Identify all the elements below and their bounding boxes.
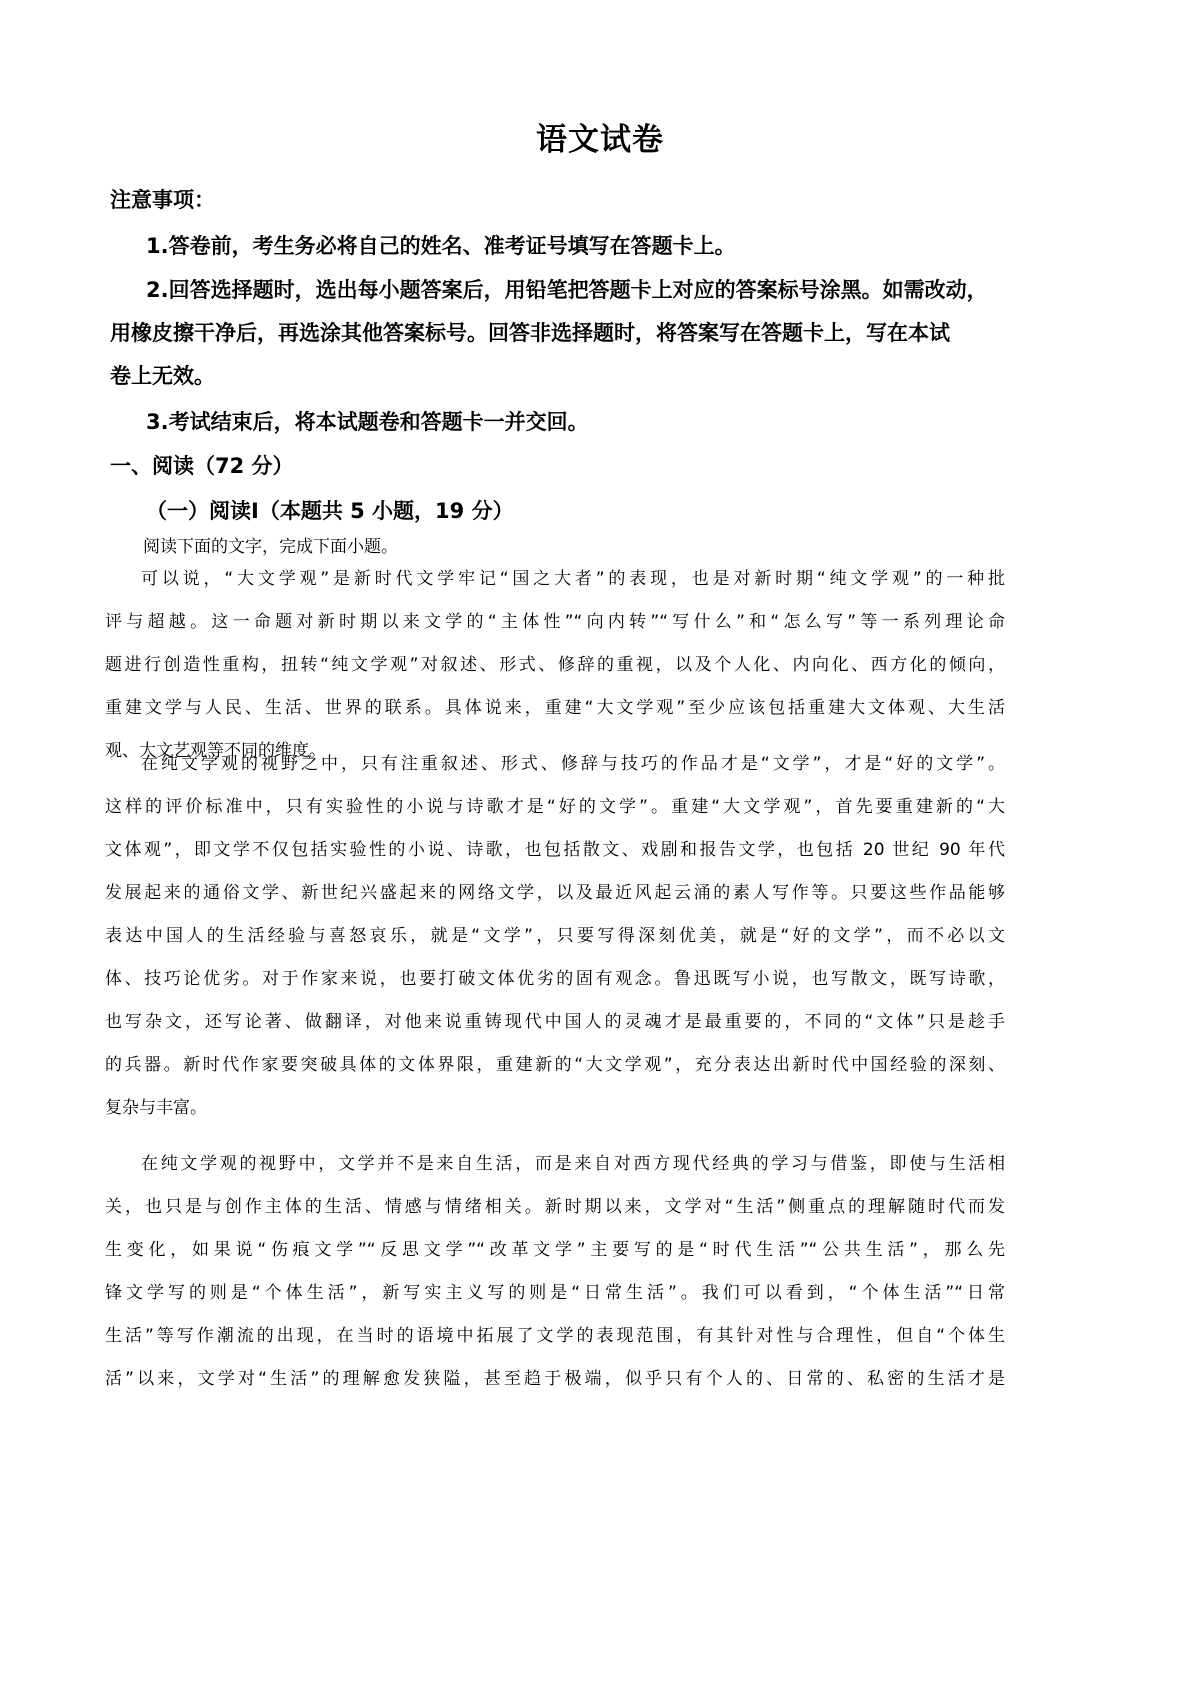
passage-line: 发展起来的通俗文学、新世纪兴盛起来的网络文学，以及最近风起云涌的素人写作等。只要这些作品能够 xyxy=(105,883,1005,903)
notice-heading: 注意事项： xyxy=(110,188,215,212)
passage-line: 生变化，如果说“伤痕文学”“反思文学”“改革文学”主要写的是“时代生活”“公共生活”，那么先 xyxy=(105,1240,1005,1260)
section-heading: 一、阅读（72 分） xyxy=(110,454,294,478)
passage-line: 在纯文学观的视野之中，只有注重叙述、形式、修辞与技巧的作品才是“文学”，才是“好的文学”。 xyxy=(141,754,1005,774)
passage-line: 重建文学与人民、生活、世界的联系。具体说来，重建“大文学观”至少应该包括重建大文体观、大生活 xyxy=(105,698,1005,718)
page-title: 语文试卷 xyxy=(536,122,664,158)
passage-line: 也写杂文，还写论著、做翻译，对他来说重铸现代中国人的灵魂才是最重要的，不同的“文体”只是趁手 xyxy=(105,1012,1005,1032)
passage-line: 活”以来，文学对“生活”的理解愈发狭隘，甚至趋于极端，似乎只有个人的、日常的、私密的生活才是 xyxy=(105,1369,1005,1389)
passage-line: 体、技巧论优劣。对于作家来说，也要打破文体优劣的固有观念。鲁迅既写小说，也写散文，既写诗歌， xyxy=(105,969,1005,989)
notice-item-2-line-1: 2.回答选择题时，选出每小题答案后，用铅笔把答题卡上对应的答案标号涂黑。如需改动， xyxy=(146,278,988,302)
passage-line: 观、大文艺观等不同的维度。 xyxy=(105,741,326,761)
passage-paragraph-2 xyxy=(105,743,1005,1130)
passage-line: 文体观”，即文学不仅包括实验性的小说、诗歌，也包括散文、戏剧和报告文学，也包括 20 世纪 90 年代 xyxy=(105,840,1005,860)
passage-line: 锋文学写的则是“个体生活”，新写实主义写的则是“日常生活”。我们可以看到，“个体生活”“日常 xyxy=(105,1283,1005,1303)
passage-line: 这样的评价标准中，只有实验性的小说与诗歌才是“好的文学”。重建“大文学观”，首先要重建新的“大 xyxy=(105,797,1005,817)
passage-line: 关，也只是与创作主体的生活、情感与情绪相关。新时期以来，文学对“生活”侧重点的理解随时代而发 xyxy=(105,1197,1005,1217)
passage-line: 复杂与丰富。 xyxy=(105,1098,207,1118)
passage-line: 题进行创造性重构，扭转“纯文学观”对叙述、形式、修辞的重视，以及个人化、内向化、西方化的倾向， xyxy=(105,655,1005,675)
passage-line: 可以说，“大文学观”是新时代文学牢记“国之大者”的表现，也是对新时期“纯文学观”的一种批 xyxy=(141,569,1005,589)
passage-line: 生活”等写作潮流的出现，在当时的语境中拓展了文学的表现范围，有其针对性与合理性，但自“个体生 xyxy=(105,1326,1005,1346)
passage-line: 在纯文学观的视野中，文学并不是来自生活，而是来自对西方现代经典的学习与借鉴，即使与生活相 xyxy=(141,1154,1005,1174)
passage-paragraph-3 xyxy=(105,1143,1005,1401)
passage-line: 评与超越。这一命题对新时期以来文学的“主体性”“向内转”“写什么”和“怎么写”等一系列理论命 xyxy=(105,612,1005,632)
notice-item-1: 1.答卷前，考生务必将自己的姓名、准考证号填写在答题卡上。 xyxy=(146,234,736,258)
passage-line: 的兵器。新时代作家要突破具体的文体界限，重建新的“大文学观”，充分表达出新时代中国经验的深刻、 xyxy=(105,1055,1005,1075)
notice-item-3: 3.考试结束后，将本试题卷和答题卡一并交回。 xyxy=(146,410,589,434)
reading-instruction: 阅读下面的文字，完成下面小题。 xyxy=(143,537,398,557)
notice-item-2-line-2: 用橡皮擦干净后，再选涂其他答案标号。回答非选择题时，将答案写在答题卡上，写在本试 xyxy=(110,321,950,345)
passage-line: 表达中国人的生活经验与喜怒哀乐，就是“文学”，只要写得深刻优美，就是“好的文学”，而不必以文 xyxy=(105,926,1005,946)
passage-paragraph-1 xyxy=(105,558,1005,773)
notice-item-2-line-3: 卷上无效。 xyxy=(110,364,215,388)
subsection-heading: （一）阅读Ⅰ（本题共 5 小题，19 分） xyxy=(146,499,514,523)
